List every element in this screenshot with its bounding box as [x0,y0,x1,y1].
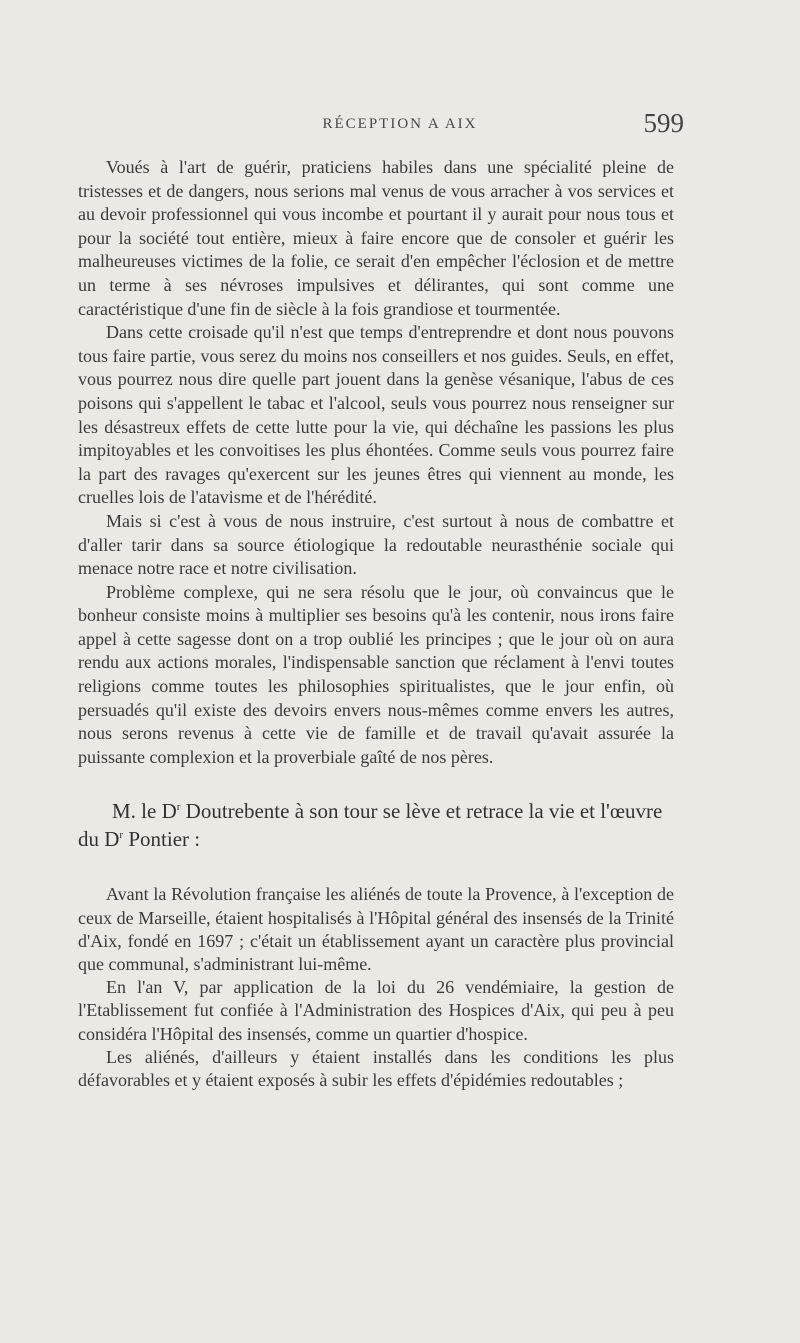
paragraph: Dans cette croisade qu'il n'est que temps d'entreprendre et dont nous pouvons tous faire partie, vous serez du moins nos conseillers et nos guides. Seuls, en effet, vous pourrez nous dire quelle part jouent dans la genèse vésanique, l'abus de ces poisons qui s'appellent le tabac et l'alcool, seuls vous pourrez nous renseigner sur les désastreux effets de cette lutte pour la vie, qui déchaîne les passions les plus impitoyables et les convoitises les plus éhontées. Comme seuls vous pourrez faire la part des ravages qu'exercent sur les jeunes êtres qui viennent au monde, les cruelles lois de l'atavisme et de l'hérédité. [78,322,674,508]
speaker-text: Doutrebente à son tour se lève et retrace la vie et l'œuvre du D [78,799,663,852]
speaker-text: Pontier : [123,827,201,852]
paragraph: Avant la Révolution française les aliénés de toute la Provence, à l'exception de ceux de Marseille, étaient hospitalisés à l'Hôpital général des insensés de la Trinité d'Aix, fondé en 1697 ; c'était un établissement ayant un caractère plus provincial que communal, s'administrant lui-même. [78,884,674,975]
speaker-heading [78,797,674,853]
speaker-superscript: r [119,829,124,842]
paragraph: Problème complexe, qui ne sera résolu que le jour, où convaincus que le bonheur consiste moins à multiplier ses besoins qu'à les contenir, nous irons faire appel à cette sagesse dont on a trop oublié les principes ; que le jour où on aura rendu aux actions morales, l'indispensable sanction que réclament à l'envi toutes religions comme toutes les philosophies spiritualistes, que le jour enfin, où persuadés qu'il existe des devoirs envers nous-mêmes comme envers les autres, nous serons revenus à cette vie de famille et de travail qu'avait assurée la puissante complexion et la proverbiale gaîté de nos pères. [78,581,674,767]
second-section [78,883,674,1092]
paragraph: En l'an V, par application de la loi du 26 vendémiaire, la gestion de l'Etablissement fut confiée à l'Administration des Hospices d'Aix, qui peu à peu considéra l'Hôpital des insensés, comme un quartier d'hospice. [78,977,674,1044]
page-body [78,156,674,1092]
speaker-text: M. le D [112,799,177,824]
paragraph: Les aliénés, d'ailleurs y étaient installés dans les conditions les plus défavorables et y étaient exposés à subir les effets d'épidémies redoutables ; [78,1046,674,1091]
page-number: 599 [643,108,684,138]
paragraph: Voués à l'art de guérir, praticiens habiles dans une spécialité pleine de tristesses et de dangers, nous serions mal venus de vous arracher à vos services et au devoir professionnel qui vous incombe et pourtant il y aurait pour nous tous et pour la société tout entière, mieux à faire encore que de consoler et guérir les malheureuses victimes de la folie, ce serait d'en empêcher l'éclosion et de mettre un terme à ses névroses impulsives et délirantes, qui sont comme une caractéristique d'une fin de siècle à la fois grandiose et tourmentée. [78,157,674,319]
speaker-superscript: r [176,801,181,814]
paragraph: Mais si c'est à vous de nous instruire, c'est surtout à nous de combattre et d'aller tarir dans sa source étiologique la redoutable neurasthénie sociale qui menace notre race et notre civilisation. [78,510,674,579]
page-header [0,108,800,142]
running-head: RÉCEPTION A AIX [322,116,478,132]
